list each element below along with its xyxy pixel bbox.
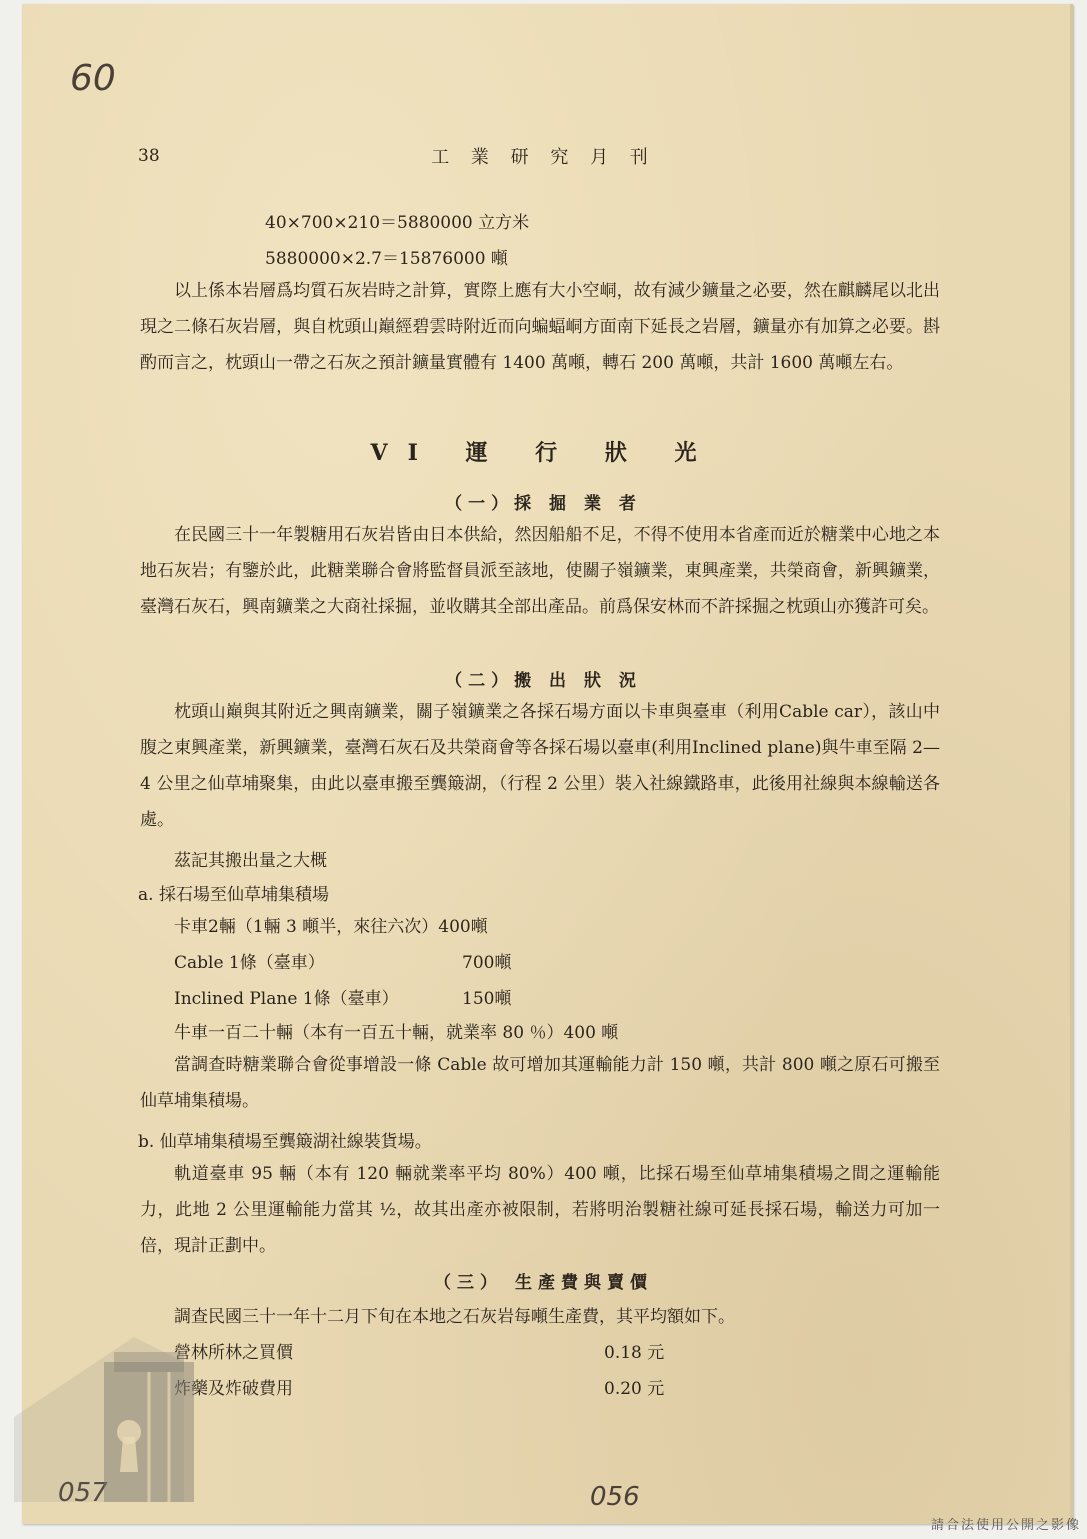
subsection-title-1: （一）採 掘 業 者 (445, 494, 642, 514)
list-item-value: 700噸 (462, 953, 512, 973)
cost-item-value: 0.20 元 (604, 1379, 665, 1399)
list-item: 牛車一百二十輛（本有一百五十輛，就業率 80 ％）400 噸 (174, 1023, 619, 1043)
usage-notice-stamp: 請合法使用公開之影像 (930, 1518, 1081, 1533)
paragraph-cable-note: 當調查時糖業聯合會從事增設一條 Cable 故可增加其運輸能力計 150 噸，共計 800 噸之原石可搬至仙草埔集積場。 (140, 1055, 940, 1111)
journal-title: 工 業 研 究 月 刊 (431, 147, 656, 168)
cost-item-value: 0.18 元 (604, 1343, 665, 1363)
calc-line-1: 40×700×210＝5880000 立方米 (265, 213, 530, 233)
section-title: VI 運 行 狀 光 (370, 440, 717, 466)
subsection-title-3: （三） 生產費與賣價 (434, 1273, 653, 1293)
handwritten-archive-number-center: 056 (590, 1482, 640, 1512)
cost-item: 營林所林之買價 (174, 1343, 293, 1363)
paragraph-reserve-estimate: 以上係本岩層爲均質石灰岩時之計算，實際上應有大小空峒，故有減少鑛量之必要，然在麒麟尾以北出現之二條石灰岩層，與自枕頭山巔經碧雲時附近而向蝙蝠峒方面南下延長之岩層，鑛量亦有加算之必要。斟酌而言之，枕頭山一帶之石灰之預計鑛量實體有 1400 萬噸，轉石 200 萬噸，共計 1600 萬噸左右。 (140, 281, 940, 373)
cost-intro: 調查民國三十一年十二月下旬在本地之石灰岩每噸生產費，其平均額如下。 (174, 1307, 735, 1327)
page-number: 38 (138, 146, 160, 166)
paragraph-mining-operators: 在民國三十一年製糖用石灰岩皆由日本供給，然因船船不足，不得不使用本省產而近於糖業中心地之本地石灰岩；有鑒於此，此糖業聯合會將監督員派至該地，使關子嶺鑛業，東興產業，共榮商會，新興鑛業，臺灣石灰石，興南鑛業之大商社採掘，並收購其全部出產品。前爲保安林而不許採掘之枕頭山亦獲許可矣。 (140, 525, 940, 617)
list-item: 卡車2輛（1輛 3 噸半，來往六次）400噸 (174, 917, 488, 937)
list-heading-a: a. 採石場至仙草埔集積場 (138, 885, 329, 905)
handwritten-page-mark: 60 (70, 58, 116, 99)
cost-item: 炸藥及炸破費用 (174, 1379, 293, 1399)
list-item: Cable 1條（臺車） (174, 953, 325, 973)
archive-keyhole-logo (14, 1322, 244, 1522)
calc-line-2: 5880000×2.7＝15876000 噸 (265, 249, 508, 269)
paragraph-rail-capacity: 軌道臺車 95 輛（本有 120 輛就業率平均 80%）400 噸，比採石場至仙草埔集積場之間之運輸能力，此地 2 公里運輸能力當其 ½，故其出產亦被限制，若將明治製糖社線可延長採石場，輸送力可加一倍，現計正劃中。 (140, 1164, 940, 1256)
handwritten-archive-number-left: 057 (58, 1478, 108, 1508)
list-heading-b: b. 仙草埔集積場至龔簸湖社線裝貨場。 (138, 1132, 432, 1152)
paragraph-transport-status: 枕頭山巔與其附近之興南鑛業，關子嶺鑛業之各採石場方面以卡車與臺車（利用Cable car），該山中腹之東興產業，新興鑛業，臺灣石灰石及共榮商會等各採石場以臺車(利用Inclined plane)與牛車至隔 2—4 公里之仙草埔聚集，由此以臺車搬至龔簸湖，（行程 2 公里）裝入社線鐵路車，此後用社線與本線輸送各處。 (140, 702, 940, 830)
list-item: Inclined Plane 1條（臺車） (174, 989, 399, 1009)
subsection-title-2: （二）搬 出 狀 況 (445, 671, 642, 691)
list-item-value: 150噸 (462, 989, 512, 1009)
transport-intro: 茲記其搬出量之大概 (174, 851, 327, 871)
